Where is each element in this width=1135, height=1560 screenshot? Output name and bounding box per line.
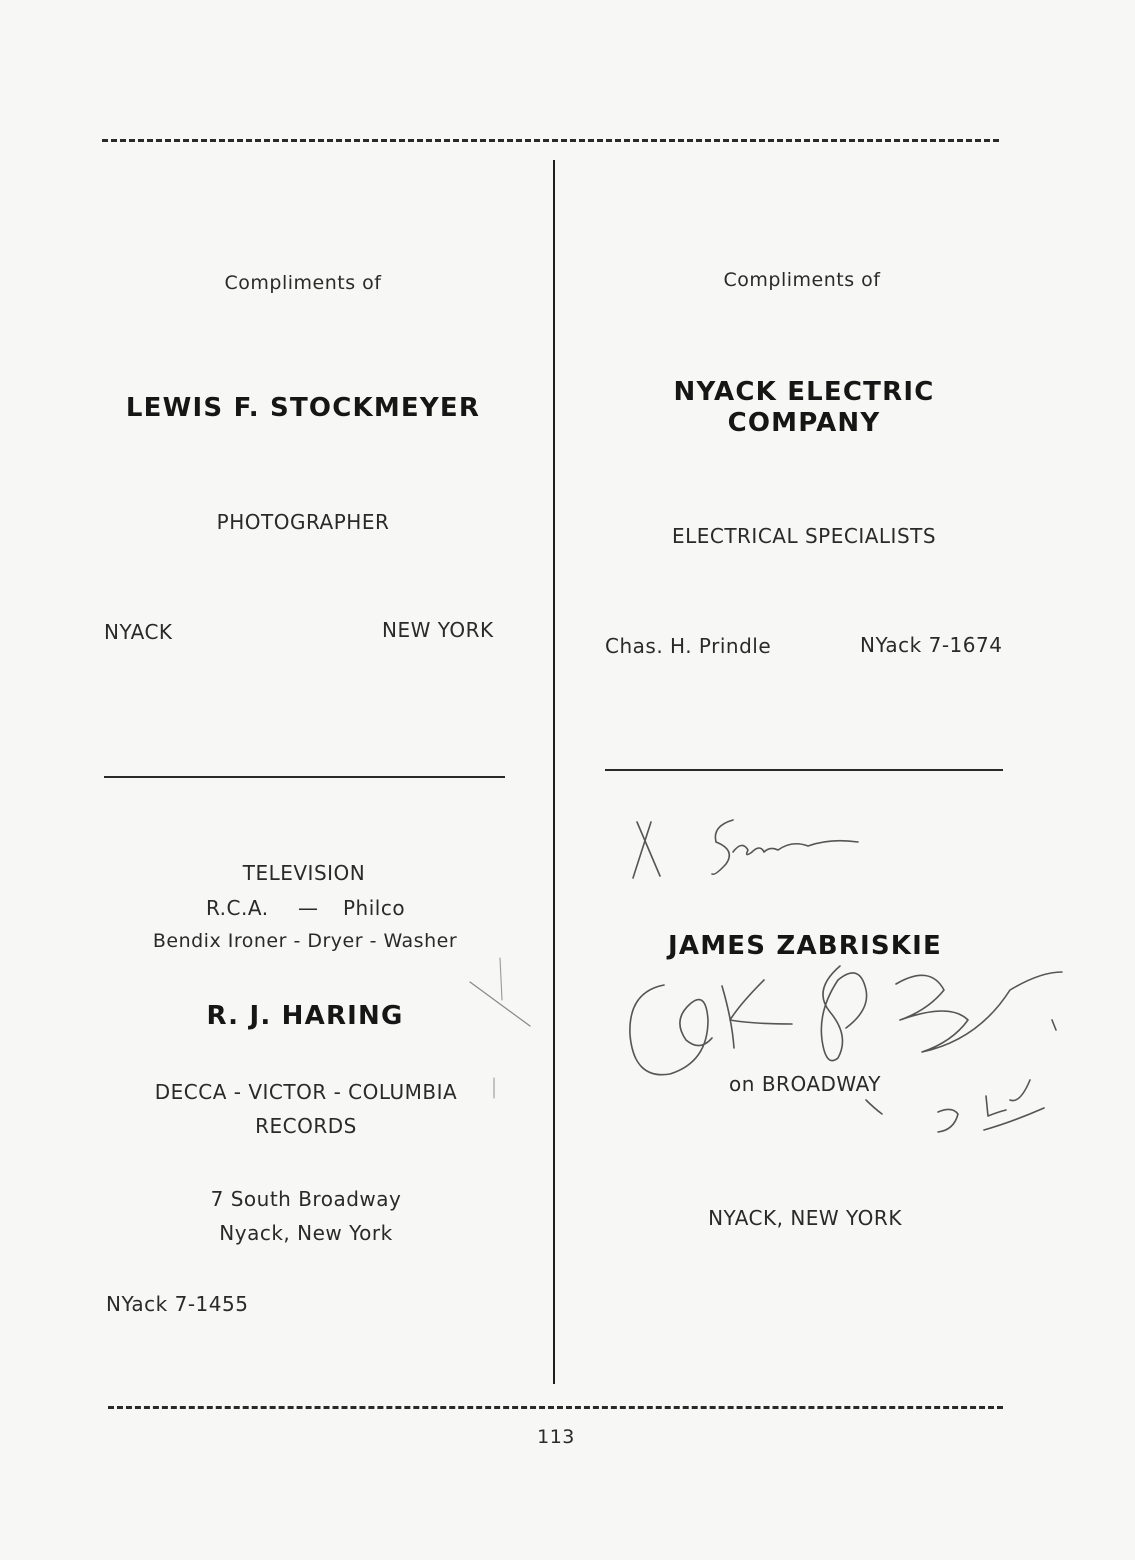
brand-rca: R.C.A.	[206, 896, 269, 920]
phone-number: NYack 7-1674	[860, 633, 1003, 657]
advertiser-name: LEWIS F. STOCKMEYER	[125, 393, 481, 423]
bottom-dashed-rule	[108, 1406, 1003, 1409]
appliance-line: Bendix Ironer - Dryer - Washer	[152, 930, 458, 952]
handwritten-x-same	[633, 820, 858, 878]
records-label: RECORDS	[255, 1114, 357, 1138]
right-separator	[605, 769, 1003, 771]
advertiser-name: JAMES ZABRISKIE	[667, 931, 943, 961]
center-divider	[553, 160, 555, 1384]
address-city: Nyack, New York	[219, 1221, 393, 1245]
records-brands: DECCA - VICTOR - COLUMBIA	[154, 1080, 458, 1104]
page-number: 113	[537, 1426, 575, 1448]
city-left: NYACK	[104, 620, 173, 644]
advertiser-name-line1: NYACK ELECTRIC	[673, 377, 935, 407]
phone-number: NYack 7-1455	[106, 1292, 249, 1316]
product-heading: TELEVISION	[242, 861, 366, 885]
left-separator	[104, 776, 505, 778]
brand-separator: —	[298, 896, 319, 920]
contact-name: Chas. H. Prindle	[605, 634, 772, 658]
profession-text: ELECTRICAL SPECIALISTS	[671, 524, 937, 548]
advertiser-name: R. J. HARING	[206, 1001, 404, 1031]
brand-philco: Philco	[343, 896, 406, 920]
location-text: on BROADWAY	[729, 1072, 881, 1096]
city-text: NYACK, NEW YORK	[708, 1206, 902, 1230]
city-right: NEW YORK	[382, 618, 494, 642]
handwritten-signature-ok	[630, 966, 1062, 1075]
profession-text: PHOTOGRAPHER	[216, 510, 390, 534]
compliments-text: Compliments of	[224, 272, 382, 294]
top-dashed-rule	[102, 139, 999, 142]
advertiser-name-line2: COMPANY	[727, 408, 881, 438]
compliments-text: Compliments of	[723, 269, 881, 291]
address-street: 7 South Broadway	[210, 1187, 402, 1211]
